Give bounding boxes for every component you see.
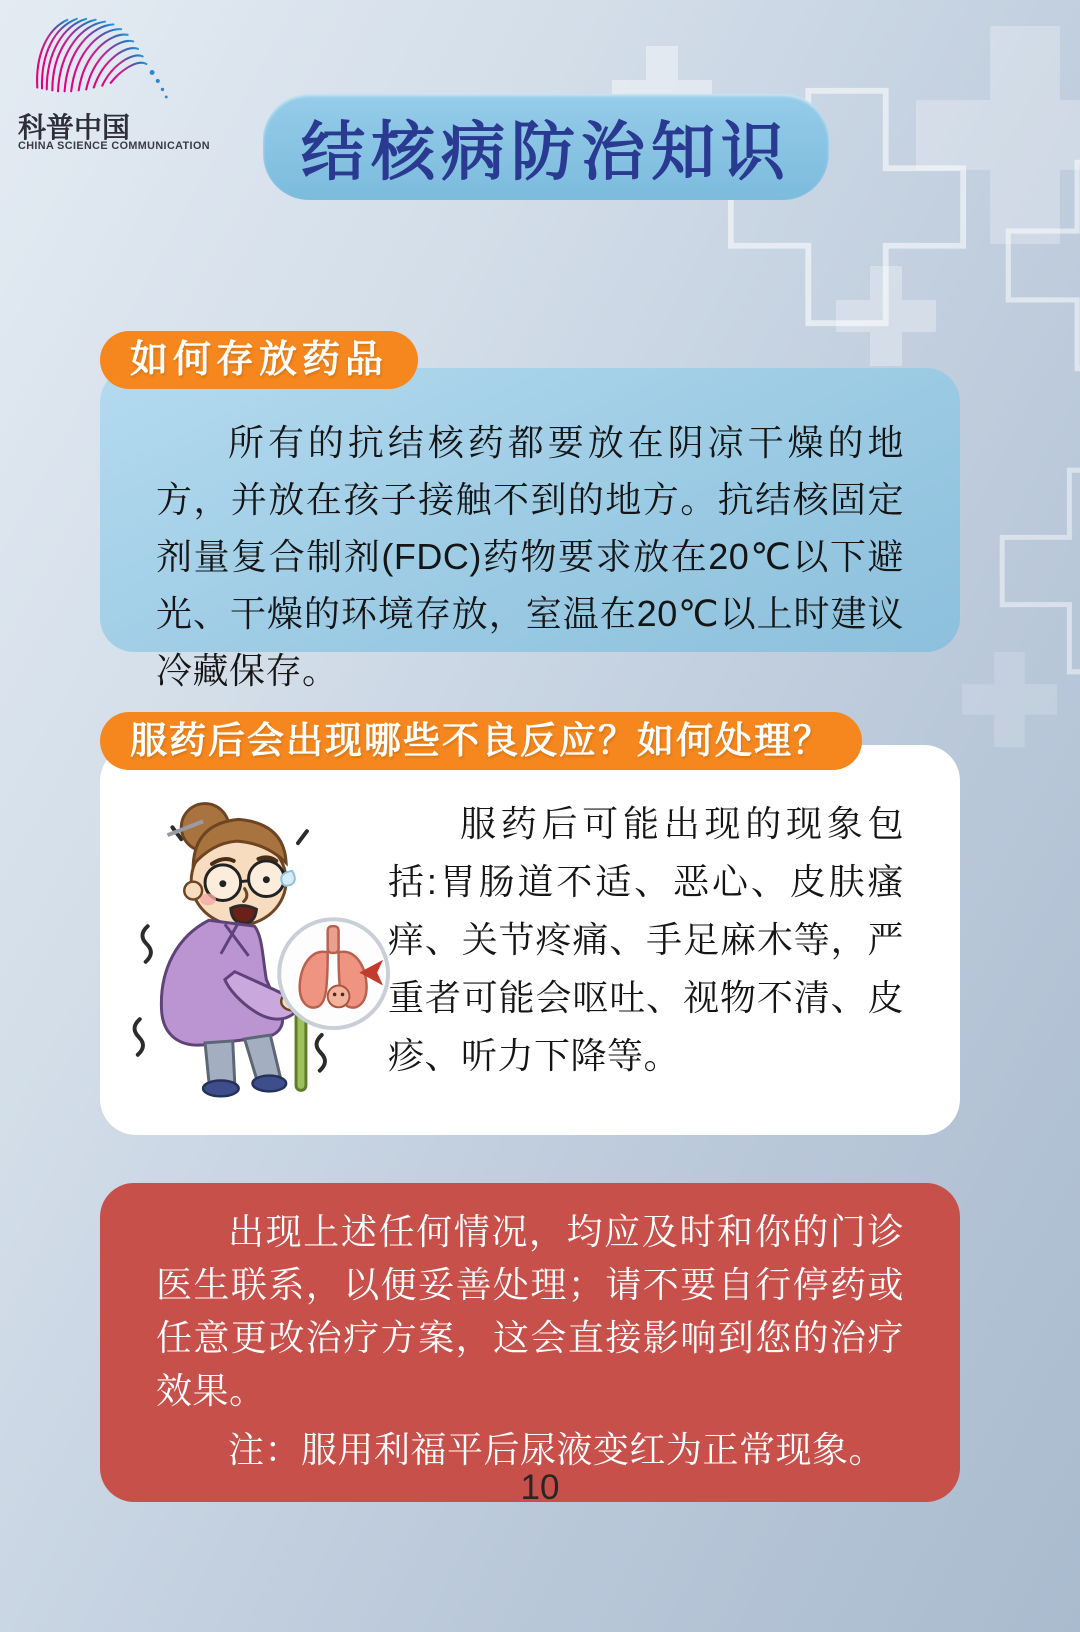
sweat-drop xyxy=(281,871,295,886)
logo-name-en: CHINA SCIENCE COMMUNICATION xyxy=(18,140,210,152)
logo-name-cn: 科普中国 xyxy=(18,112,131,143)
adverse-reactions-box xyxy=(100,745,960,1135)
storage-info-text: 所有的抗结核药都要放在阴凉干燥的地方，并放在孩子接触不到的地方。抗结核固定剂量复合制剂(FDC)药物要求放在20℃以下避光、干燥的环境存放，室温在20℃以上时建议冷藏保存。 xyxy=(156,422,904,691)
warning-text: 出现上述任何情况，均应及时和你的门诊医生联系，以便妥善处理；请不要自行停药或任意更改治疗方案，这会直接影响到您的治疗效果。 xyxy=(156,1211,904,1411)
warning-box xyxy=(100,1183,960,1502)
section-badge-storage: 如何存放药品 xyxy=(100,331,418,389)
page-title-banner xyxy=(263,94,829,200)
purple-robe xyxy=(161,920,282,1045)
worried-mouth xyxy=(231,906,257,924)
warning-note: 注：服用利福平后尿液变红为正常现象。 xyxy=(228,1429,886,1470)
cross-decoration-outline xyxy=(998,466,1080,676)
storage-info-box xyxy=(100,368,960,691)
page-title: 结核病防治知识 xyxy=(301,116,791,188)
adverse-reactions-text: 服药后可能出现的现象包括:胃肠道不适、恶心、皮肤瘙痒、关节疼痛、手足麻木等，严重者可能会呕吐、视物不清、皮疹、听力下降等。 xyxy=(388,803,904,1076)
germ xyxy=(328,986,350,1008)
section-badge-adverse-reactions: 服药后会出现哪些不良反应？如何处理？ xyxy=(100,712,862,770)
logo-wave-icon xyxy=(26,6,186,106)
brand-logo xyxy=(14,4,234,154)
cross-decoration-outline xyxy=(1004,158,1080,373)
page-number: 10 xyxy=(520,1468,560,1507)
elderly-patient-illustration xyxy=(118,783,390,1105)
